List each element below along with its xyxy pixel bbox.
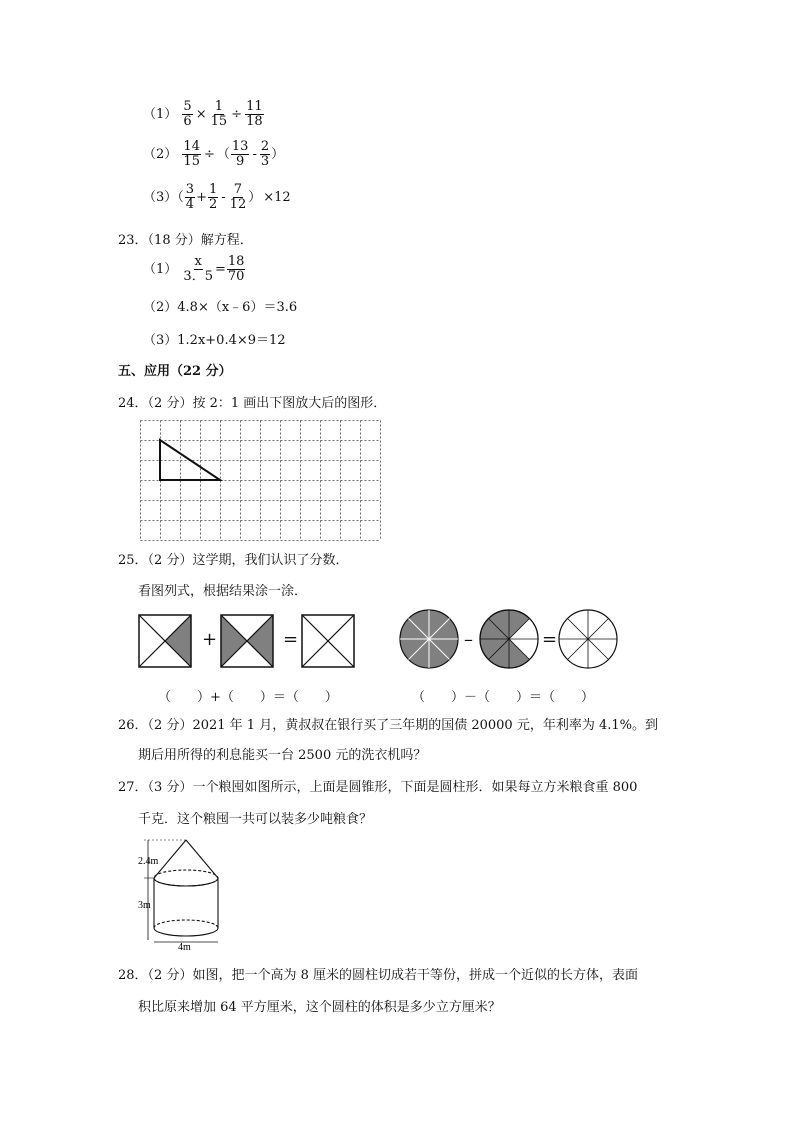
operator: ×12 [263, 190, 291, 205]
paren: ） [271, 147, 285, 162]
p23-item-2: （2）4.8×（x﹣6）＝3.6 [143, 300, 298, 315]
diameter-label: 4m [178, 942, 191, 953]
plus-sign: + [202, 629, 218, 650]
formula-right: （ ）－（ ）＝（ ） [412, 690, 595, 705]
item-label: （2） [143, 147, 178, 162]
minus-sign: – [464, 629, 473, 650]
p28-line-2: 积比原来增加 64 平方厘米，这个圆柱的体积是多少立方厘米？ [138, 1000, 501, 1015]
p22-item-3 [143, 183, 293, 212]
equals: = [214, 262, 226, 277]
square-figure-1 [138, 614, 192, 668]
right-triangle [160, 440, 220, 480]
cone-height-label: 2.4m [138, 856, 159, 867]
fraction [182, 100, 192, 129]
circle-figure-3 [557, 608, 619, 670]
formula-left: （ ）+（ ）＝（ ） [158, 690, 338, 705]
p25-title: 25．（2 分）这学期，我们认识了分数． [118, 553, 349, 568]
numerator: 14 [183, 139, 200, 154]
paren: ） [248, 190, 262, 205]
denominator: 6 [183, 114, 192, 129]
operator: - [221, 190, 226, 205]
numerator: 11 [246, 99, 263, 114]
fraction [210, 100, 229, 129]
p23-title: 23．（18 分）解方程． [118, 233, 253, 248]
item-label: （3） [143, 190, 178, 205]
section-heading: 五、应用（22 分） [118, 364, 232, 379]
p24-title: 24．（2 分）按 2：1 画出下图放大后的图形． [118, 396, 387, 411]
fraction [208, 183, 218, 212]
fraction [245, 100, 264, 129]
fraction [227, 255, 246, 284]
denominator: 15 [183, 154, 200, 169]
numerator: 3 [185, 182, 195, 197]
denominator: 4 [185, 197, 195, 212]
square-figure-3 [301, 614, 355, 668]
fraction [182, 140, 201, 169]
operator: ÷ [231, 107, 243, 122]
numerator: 13 [231, 139, 249, 154]
circle-figure-2 [478, 608, 540, 670]
item-label: （1） [143, 107, 178, 122]
item-label: （1） [143, 262, 178, 277]
numerator: 18 [227, 254, 245, 269]
denominator: 2 [208, 197, 218, 212]
dotted-grid-figure [140, 420, 383, 541]
numerator: 7 [233, 182, 243, 197]
operator: × [195, 107, 207, 122]
fraction [229, 183, 248, 212]
operator: + [196, 190, 207, 205]
paren: （ [177, 190, 184, 205]
denominator: 3 [260, 154, 270, 169]
numerator: 1 [214, 99, 224, 114]
equals-sign: = [283, 629, 299, 650]
p22-item-1 [143, 100, 265, 129]
denominator: 12 [229, 197, 247, 212]
p26-line-2: 期后用所得的利息能买一台 2500 元的洗衣机吗？ [138, 748, 427, 763]
p27-line-1: 27．（3 分）一个粮囤如图所示，上面是圆锥形，下面是圆柱形．如果每立方米粮食重 800 [118, 780, 638, 795]
denominator: 9 [236, 154, 245, 169]
numerator: 2 [260, 139, 270, 154]
p26-line-1: 26．（2 分）2021 年 1 月，黄叔叔在银行买了三年期的国债 20000 元，年利率为 4.1%。到 [118, 718, 658, 733]
operator: ÷ [203, 147, 215, 162]
denominator: 18 [246, 114, 263, 129]
fraction [231, 140, 250, 169]
denominator: 70 [227, 269, 245, 284]
fraction [182, 255, 214, 284]
numerator: 5 [183, 99, 192, 114]
p28-line-1: 28．（2 分）如图，把一个高为 8 厘米的圆柱切成若干等份，拼成一个近似的长方体，表面 [118, 968, 638, 983]
numerator: 1 [208, 182, 218, 197]
cylinder-height-label: 3m [138, 900, 151, 911]
denominator: 3．5 [183, 269, 213, 284]
paren: （ [216, 147, 230, 162]
p23-item-3: （3）1.2x+0.4×9＝12 [143, 333, 286, 348]
square-figure-2 [220, 614, 274, 668]
operator: - [252, 147, 257, 162]
p25-subtitle: 看图列式，根据结果涂一涂． [138, 584, 308, 599]
p23-item-1 [143, 255, 246, 284]
denominator: 15 [210, 114, 228, 129]
p27-line-2: 千克．这个粮囤一共可以装多少吨粮食？ [138, 812, 373, 827]
equals-sign: = [542, 629, 558, 650]
circle-figure-1 [398, 608, 460, 670]
fraction [185, 183, 195, 212]
granary-figure [138, 838, 228, 952]
numerator: x [194, 254, 202, 269]
p22-item-2 [143, 140, 284, 169]
fraction [260, 140, 270, 169]
